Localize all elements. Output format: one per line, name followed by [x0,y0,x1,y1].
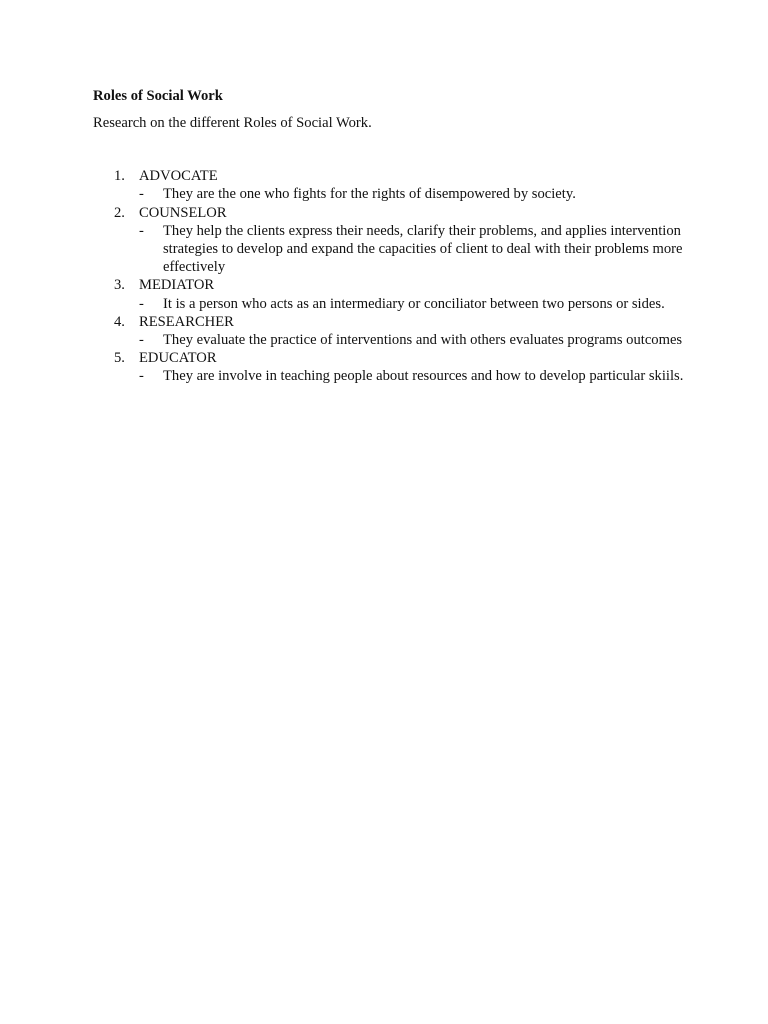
role-item-counselor [93,204,693,277]
role-description: They are involve in teaching people about resources and how to develop particular skiils. [163,368,684,385]
document-intro: Research on the different Roles of Social Work. [93,115,372,131]
role-description-item [139,185,693,203]
role-description-item [139,222,693,277]
role-number: 3. [114,277,125,294]
role-item-researcher [93,313,693,349]
role-name: EDUCATOR [139,350,217,367]
role-description: They are the one who fights for the rights of disempowered by society. [163,186,576,203]
role-description-item [139,295,693,313]
role-item-educator [93,349,693,385]
role-name: MEDIATOR [139,277,215,294]
role-item-mediator [93,276,693,312]
dash-bullet: - [139,186,144,203]
role-name: COUNSELOR [139,204,227,221]
dash-bullet: - [139,332,144,349]
dash-bullet: - [139,368,144,385]
role-number: 4. [114,313,125,330]
dash-bullet: - [139,295,144,312]
role-name: ADVOCATE [139,168,218,185]
role-item-advocate [93,167,693,203]
role-number: 2. [114,204,125,221]
role-description: They evaluate the practice of interventions and with others evaluates programs outcomes [163,332,683,349]
document-title: Roles of Social Work [93,88,223,104]
role-description-item [139,367,693,385]
role-description: It is a person who acts as an intermediary or conciliator between two persons or sides. [163,295,665,312]
role-description: They help the clients express their needs, clarify their problems, and applies intervention strategies to develop and expand the capacities of client to deal with their problems more effectively [163,222,683,276]
role-number: 5. [114,350,125,367]
role-name: RESEARCHER [139,313,234,330]
role-number: 1. [114,168,125,185]
role-description-item [139,331,693,349]
document-page [93,87,693,386]
roles-list [93,167,693,385]
dash-bullet: - [139,222,144,239]
